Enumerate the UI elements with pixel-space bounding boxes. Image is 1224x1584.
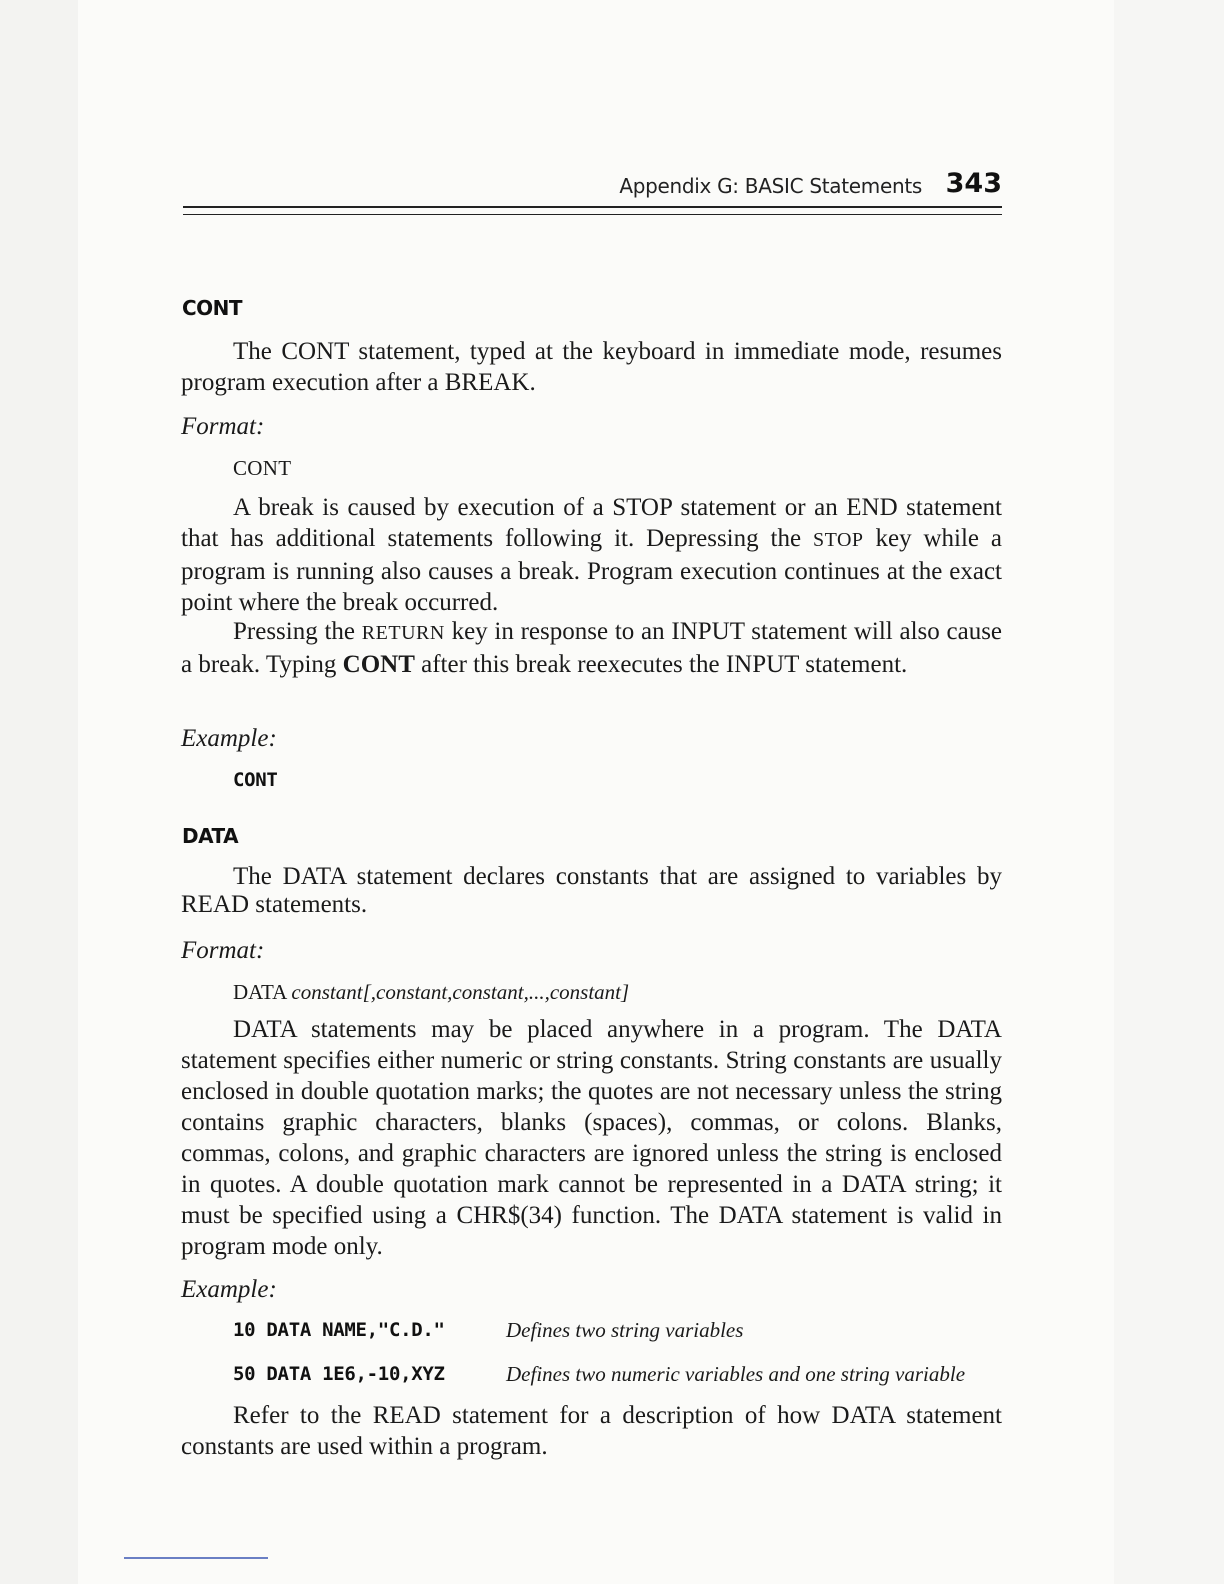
page-margin-right xyxy=(1114,0,1224,1584)
cont-bold-keyword: CONT xyxy=(342,651,415,678)
cont-p2-text-c: after this break reexecutes the INPUT statement. xyxy=(421,651,908,678)
data-example-desc-2: Defines two numeric variables and one string variable xyxy=(506,1362,966,1386)
data-format-optional: [,constant,constant,...,constant] xyxy=(362,980,630,1004)
cont-format-text: CONT xyxy=(233,456,292,480)
page-margin-left xyxy=(0,0,78,1584)
cont-p2-text-b: key in response to an INPUT statement will also cause a break. Typing xyxy=(181,618,1003,678)
return-key: RETURN xyxy=(361,622,445,644)
cont-p1-text-b: key while a program is running also causes a break. Program execution continues at the exact point where the break occurred. xyxy=(181,525,1003,616)
header-rule-top xyxy=(183,206,1002,208)
data-body: DATA statements may be placed anywhere in a program. The DATA statement specifies either numeric or string constants. String constants are usually enclosed in double quotation marks; the quotes are not necessary unless the string contains graphic characters, blanks (spaces), commas, or colons. Blanks, commas, colons, and graphic characters are ignored unless the string is enclosed in quotes. A double quotation mark cannot be represented in a DATA string; it must be specified using a CHR$(34) function. The DATA statement is valid in program mode only. xyxy=(181,1016,1002,1260)
cont-paragraph-1 xyxy=(181,492,1002,618)
stop-key: STOP xyxy=(813,529,864,551)
data-heading: DATA xyxy=(182,824,239,848)
cont-p2-text-a: Pressing the xyxy=(233,618,356,645)
data-closing: Refer to the READ statement for a description of how DATA statement constants are used within a program. xyxy=(181,1402,1002,1460)
data-example-desc-1: Defines two string variables xyxy=(506,1318,744,1342)
cont-example-code: CONT xyxy=(233,769,278,791)
cont-intro: The CONT statement, typed at the keyboard in immediate mode, resumes program execution after a BREAK. xyxy=(181,338,1002,396)
cont-format-label: Format: xyxy=(181,413,265,440)
data-example-code-2: 50 DATA 1E6,-10,XYZ xyxy=(233,1363,445,1385)
scan-mark-line xyxy=(124,1557,268,1559)
data-format-args: constant xyxy=(291,980,363,1004)
data-example-label: Example: xyxy=(181,1276,277,1303)
cont-paragraph-2 xyxy=(181,616,1002,680)
running-header-title: Appendix G: BASIC Statements xyxy=(619,174,922,198)
cont-heading: CONT xyxy=(182,296,243,320)
data-format-syntax xyxy=(233,980,629,1005)
header-rule-bottom xyxy=(183,214,1002,215)
data-format-keyword: DATA xyxy=(233,980,287,1004)
data-intro: The DATA statement declares constants that are assigned to variables by READ statements. xyxy=(181,863,1002,918)
cont-p1-text-a: A break is caused by execution of a STOP statement or an END statement that has additional statements following it. Depressing the xyxy=(181,494,1002,552)
cont-example-label: Example: xyxy=(181,725,277,752)
data-example-code-1: 10 DATA NAME,"C.D." xyxy=(233,1319,445,1341)
page-number: 343 xyxy=(945,168,1002,199)
data-format-label: Format: xyxy=(181,937,265,964)
